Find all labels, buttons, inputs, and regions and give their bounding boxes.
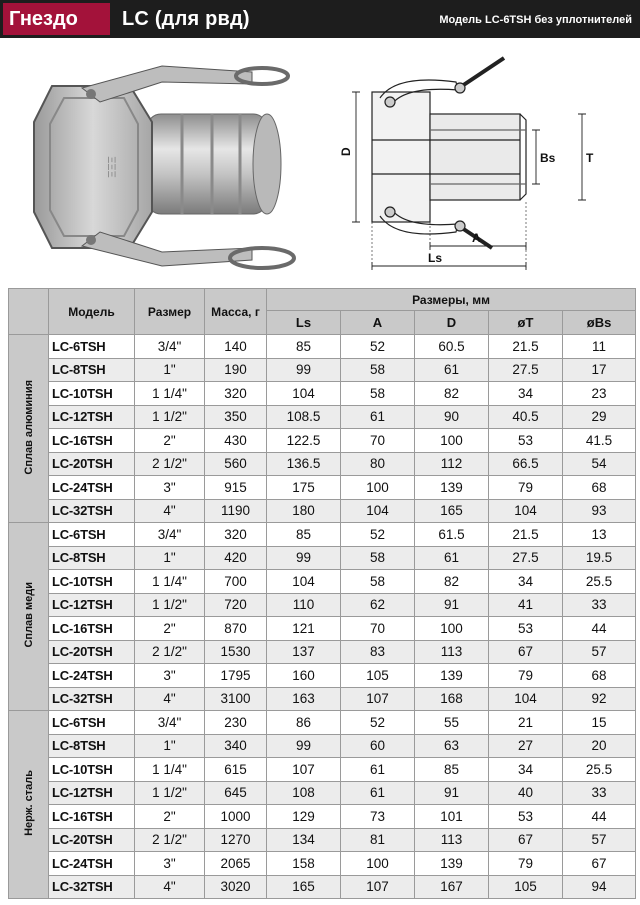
model-cell: LC-16TSH (49, 617, 135, 641)
bs-cell: 57 (563, 640, 636, 664)
model-cell: LC-6TSH (49, 711, 135, 735)
size-cell: 2 1/2" (135, 828, 205, 852)
bs-cell: 23 (563, 382, 636, 406)
dim-label-a: A (472, 231, 481, 245)
mass-cell: 140 (205, 335, 267, 359)
mass-cell: 870 (205, 617, 267, 641)
d-cell: 61 (415, 358, 489, 382)
model-cell: LC-12TSH (49, 593, 135, 617)
bs-cell: 17 (563, 358, 636, 382)
d-cell: 63 (415, 734, 489, 758)
model-cell: LC-24TSH (49, 664, 135, 688)
a-cell: 58 (341, 546, 415, 570)
d-cell: 55 (415, 711, 489, 735)
t-cell: 79 (489, 476, 563, 500)
ls-cell: 121 (267, 617, 341, 641)
bs-cell: 92 (563, 687, 636, 711)
t-cell: 53 (489, 805, 563, 829)
a-cell: 105 (341, 664, 415, 688)
bs-cell: 29 (563, 405, 636, 429)
table-row (9, 546, 636, 570)
a-cell: 83 (341, 640, 415, 664)
ls-cell: 110 (267, 593, 341, 617)
t-cell: 79 (489, 664, 563, 688)
dim-label-d: D (339, 147, 353, 156)
mass-cell: 230 (205, 711, 267, 735)
t-cell: 53 (489, 617, 563, 641)
ls-cell: 136.5 (267, 452, 341, 476)
model-cell: LC-20TSH (49, 828, 135, 852)
table-row (9, 711, 636, 735)
ls-cell: 108.5 (267, 405, 341, 429)
d-cell: 91 (415, 781, 489, 805)
table-row (9, 429, 636, 453)
d-cell: 139 (415, 664, 489, 688)
header-t: øT (489, 311, 563, 335)
t-cell: 21 (489, 711, 563, 735)
table-row (9, 805, 636, 829)
a-cell: 52 (341, 335, 415, 359)
size-cell: 3/4" (135, 711, 205, 735)
size-cell: 2" (135, 429, 205, 453)
bs-cell: 68 (563, 664, 636, 688)
header-bs: øBs (563, 311, 636, 335)
model-cell: LC-32TSH (49, 499, 135, 523)
t-cell: 34 (489, 570, 563, 594)
mass-cell: 320 (205, 523, 267, 547)
bs-cell: 44 (563, 805, 636, 829)
mass-cell: 3100 (205, 687, 267, 711)
a-cell: 62 (341, 593, 415, 617)
hose-tail (147, 114, 267, 214)
mass-cell: 645 (205, 781, 267, 805)
dim-label-ls: Ls (428, 251, 443, 265)
table-row (9, 593, 636, 617)
mass-cell: 1000 (205, 805, 267, 829)
header-size: Размер (135, 289, 205, 335)
svg-text:ΞΞΞ: ΞΞΞ (105, 156, 117, 178)
ls-cell: 122.5 (267, 429, 341, 453)
material-label (9, 335, 49, 523)
size-cell: 3" (135, 852, 205, 876)
t-cell: 53 (489, 429, 563, 453)
t-cell: 105 (489, 875, 563, 899)
d-cell: 101 (415, 805, 489, 829)
bs-cell: 25.5 (563, 758, 636, 782)
model-cell: LC-16TSH (49, 429, 135, 453)
header-bar (0, 0, 640, 38)
t-cell: 21.5 (489, 523, 563, 547)
page-title: LC (для рвд) (122, 8, 250, 30)
bs-cell: 67 (563, 852, 636, 876)
header-material (9, 289, 49, 335)
header-ls: Ls (267, 311, 341, 335)
bs-cell: 15 (563, 711, 636, 735)
d-cell: 82 (415, 570, 489, 594)
material-label (9, 711, 49, 899)
t-cell: 34 (489, 382, 563, 406)
size-cell: 1 1/4" (135, 570, 205, 594)
table-row (9, 781, 636, 805)
d-cell: 60.5 (415, 335, 489, 359)
d-cell: 139 (415, 852, 489, 876)
table-row (9, 664, 636, 688)
model-cell: LC-10TSH (49, 570, 135, 594)
ls-cell: 160 (267, 664, 341, 688)
size-cell: 3" (135, 476, 205, 500)
table-row (9, 875, 636, 899)
ls-cell: 180 (267, 499, 341, 523)
table-row (9, 828, 636, 852)
model-cell: LC-12TSH (49, 781, 135, 805)
d-cell: 90 (415, 405, 489, 429)
model-cell: LC-24TSH (49, 852, 135, 876)
ls-cell: 99 (267, 734, 341, 758)
model-cell: LC-8TSH (49, 546, 135, 570)
a-cell: 107 (341, 687, 415, 711)
header-model: Модель (49, 289, 135, 335)
model-cell: LC-20TSH (49, 452, 135, 476)
table-row (9, 523, 636, 547)
t-cell: 79 (489, 852, 563, 876)
coupling-body (34, 86, 152, 248)
size-cell: 3/4" (135, 335, 205, 359)
size-cell: 4" (135, 687, 205, 711)
a-cell: 73 (341, 805, 415, 829)
t-cell: 27.5 (489, 546, 563, 570)
size-cell: 3/4" (135, 523, 205, 547)
model-cell: LC-20TSH (49, 640, 135, 664)
bs-cell: 19.5 (563, 546, 636, 570)
table-row (9, 358, 636, 382)
bs-cell: 54 (563, 452, 636, 476)
table-row (9, 758, 636, 782)
material-text: Сплав меди (22, 582, 35, 648)
bs-cell: 94 (563, 875, 636, 899)
ls-cell: 165 (267, 875, 341, 899)
t-cell: 104 (489, 499, 563, 523)
size-cell: 1 1/4" (135, 382, 205, 406)
a-cell: 81 (341, 828, 415, 852)
t-cell: 104 (489, 687, 563, 711)
mass-cell: 3020 (205, 875, 267, 899)
model-cell: LC-8TSH (49, 358, 135, 382)
size-cell: 2" (135, 805, 205, 829)
mass-cell: 350 (205, 405, 267, 429)
d-cell: 113 (415, 828, 489, 852)
bs-cell: 93 (563, 499, 636, 523)
ls-cell: 85 (267, 335, 341, 359)
a-cell: 70 (341, 617, 415, 641)
model-cell: LC-10TSH (49, 382, 135, 406)
a-cell: 60 (341, 734, 415, 758)
t-cell: 67 (489, 828, 563, 852)
bs-cell: 20 (563, 734, 636, 758)
table-row (9, 405, 636, 429)
model-cell: LC-32TSH (49, 875, 135, 899)
coupling-photo (12, 52, 312, 284)
header-dimensions: Размеры, мм (267, 289, 636, 311)
a-cell: 52 (341, 711, 415, 735)
ls-cell: 107 (267, 758, 341, 782)
size-cell: 3" (135, 664, 205, 688)
d-cell: 100 (415, 617, 489, 641)
header-mass: Масса, г (205, 289, 267, 335)
model-cell: LC-6TSH (49, 523, 135, 547)
size-cell: 4" (135, 875, 205, 899)
bs-cell: 11 (563, 335, 636, 359)
ls-cell: 108 (267, 781, 341, 805)
d-cell: 61 (415, 546, 489, 570)
table-row (9, 734, 636, 758)
ls-cell: 85 (267, 523, 341, 547)
mass-cell: 2065 (205, 852, 267, 876)
d-cell: 112 (415, 452, 489, 476)
model-cell: LC-12TSH (49, 405, 135, 429)
t-cell: 66.5 (489, 452, 563, 476)
table-row (9, 499, 636, 523)
size-cell: 1" (135, 358, 205, 382)
ls-cell: 99 (267, 358, 341, 382)
model-cell: LC-10TSH (49, 758, 135, 782)
mass-cell: 700 (205, 570, 267, 594)
mass-cell: 1190 (205, 499, 267, 523)
ls-cell: 134 (267, 828, 341, 852)
table-row (9, 570, 636, 594)
bs-cell: 33 (563, 781, 636, 805)
technical-drawing (336, 52, 636, 284)
ls-cell: 163 (267, 687, 341, 711)
t-cell: 40 (489, 781, 563, 805)
mass-cell: 190 (205, 358, 267, 382)
d-cell: 139 (415, 476, 489, 500)
size-cell: 2 1/2" (135, 452, 205, 476)
table-row (9, 476, 636, 500)
model-cell: LC-6TSH (49, 335, 135, 359)
model-cell: LC-8TSH (49, 734, 135, 758)
ls-cell: 158 (267, 852, 341, 876)
spec-table (8, 288, 636, 899)
a-cell: 58 (341, 570, 415, 594)
material-text: Нерж. сталь (22, 770, 35, 836)
size-cell: 1 1/2" (135, 593, 205, 617)
material-text: Сплав алюминия (22, 379, 35, 475)
bs-cell: 68 (563, 476, 636, 500)
ls-cell: 104 (267, 570, 341, 594)
mass-cell: 720 (205, 593, 267, 617)
a-cell: 58 (341, 358, 415, 382)
size-cell: 4" (135, 499, 205, 523)
mass-cell: 915 (205, 476, 267, 500)
a-cell: 70 (341, 429, 415, 453)
mass-cell: 340 (205, 734, 267, 758)
d-cell: 91 (415, 593, 489, 617)
a-cell: 100 (341, 476, 415, 500)
ls-cell: 175 (267, 476, 341, 500)
t-cell: 21.5 (489, 335, 563, 359)
size-cell: 1 1/4" (135, 758, 205, 782)
header-a: A (341, 311, 415, 335)
header-d: D (415, 311, 489, 335)
mass-cell: 1270 (205, 828, 267, 852)
mass-cell: 320 (205, 382, 267, 406)
bs-cell: 44 (563, 617, 636, 641)
a-cell: 100 (341, 852, 415, 876)
table-row (9, 382, 636, 406)
t-cell: 40.5 (489, 405, 563, 429)
ls-cell: 104 (267, 382, 341, 406)
a-cell: 52 (341, 523, 415, 547)
t-cell: 67 (489, 640, 563, 664)
model-cell: LC-16TSH (49, 805, 135, 829)
d-cell: 113 (415, 640, 489, 664)
table-row (9, 640, 636, 664)
d-cell: 82 (415, 382, 489, 406)
mass-cell: 430 (205, 429, 267, 453)
ls-cell: 99 (267, 546, 341, 570)
table-row (9, 452, 636, 476)
dim-label-t: T (586, 151, 594, 165)
table-row (9, 617, 636, 641)
t-cell: 27.5 (489, 358, 563, 382)
d-cell: 165 (415, 499, 489, 523)
a-cell: 61 (341, 405, 415, 429)
bs-cell: 25.5 (563, 570, 636, 594)
a-cell: 58 (341, 382, 415, 406)
d-cell: 100 (415, 429, 489, 453)
d-cell: 61.5 (415, 523, 489, 547)
t-cell: 41 (489, 593, 563, 617)
bs-cell: 33 (563, 593, 636, 617)
model-cell: LC-32TSH (49, 687, 135, 711)
d-cell: 167 (415, 875, 489, 899)
bs-cell: 57 (563, 828, 636, 852)
size-cell: 2" (135, 617, 205, 641)
size-cell: 1" (135, 734, 205, 758)
dim-label-bs: Bs (540, 151, 556, 165)
ls-cell: 129 (267, 805, 341, 829)
ls-cell: 137 (267, 640, 341, 664)
spec-table-body (9, 335, 636, 899)
size-cell: 2 1/2" (135, 640, 205, 664)
a-cell: 61 (341, 758, 415, 782)
size-cell: 1 1/2" (135, 405, 205, 429)
a-cell: 61 (341, 781, 415, 805)
mass-cell: 615 (205, 758, 267, 782)
t-cell: 27 (489, 734, 563, 758)
table-row (9, 852, 636, 876)
t-cell: 34 (489, 758, 563, 782)
a-cell: 80 (341, 452, 415, 476)
material-label (9, 523, 49, 711)
model-cell: LC-24TSH (49, 476, 135, 500)
bs-cell: 13 (563, 523, 636, 547)
table-row (9, 335, 636, 359)
model-note: Модель LC-6TSH без уплотнителей (439, 14, 632, 26)
mass-cell: 420 (205, 546, 267, 570)
ls-cell: 86 (267, 711, 341, 735)
a-cell: 104 (341, 499, 415, 523)
a-cell: 107 (341, 875, 415, 899)
d-cell: 85 (415, 758, 489, 782)
category-badge: Гнездо (3, 3, 110, 35)
bs-cell: 41.5 (563, 429, 636, 453)
d-cell: 168 (415, 687, 489, 711)
cam-arm-top (82, 66, 252, 102)
size-cell: 1 1/2" (135, 781, 205, 805)
mass-cell: 1795 (205, 664, 267, 688)
size-cell: 1" (135, 546, 205, 570)
cam-arm-bottom (82, 232, 252, 266)
mass-cell: 560 (205, 452, 267, 476)
table-row (9, 687, 636, 711)
mass-cell: 1530 (205, 640, 267, 664)
